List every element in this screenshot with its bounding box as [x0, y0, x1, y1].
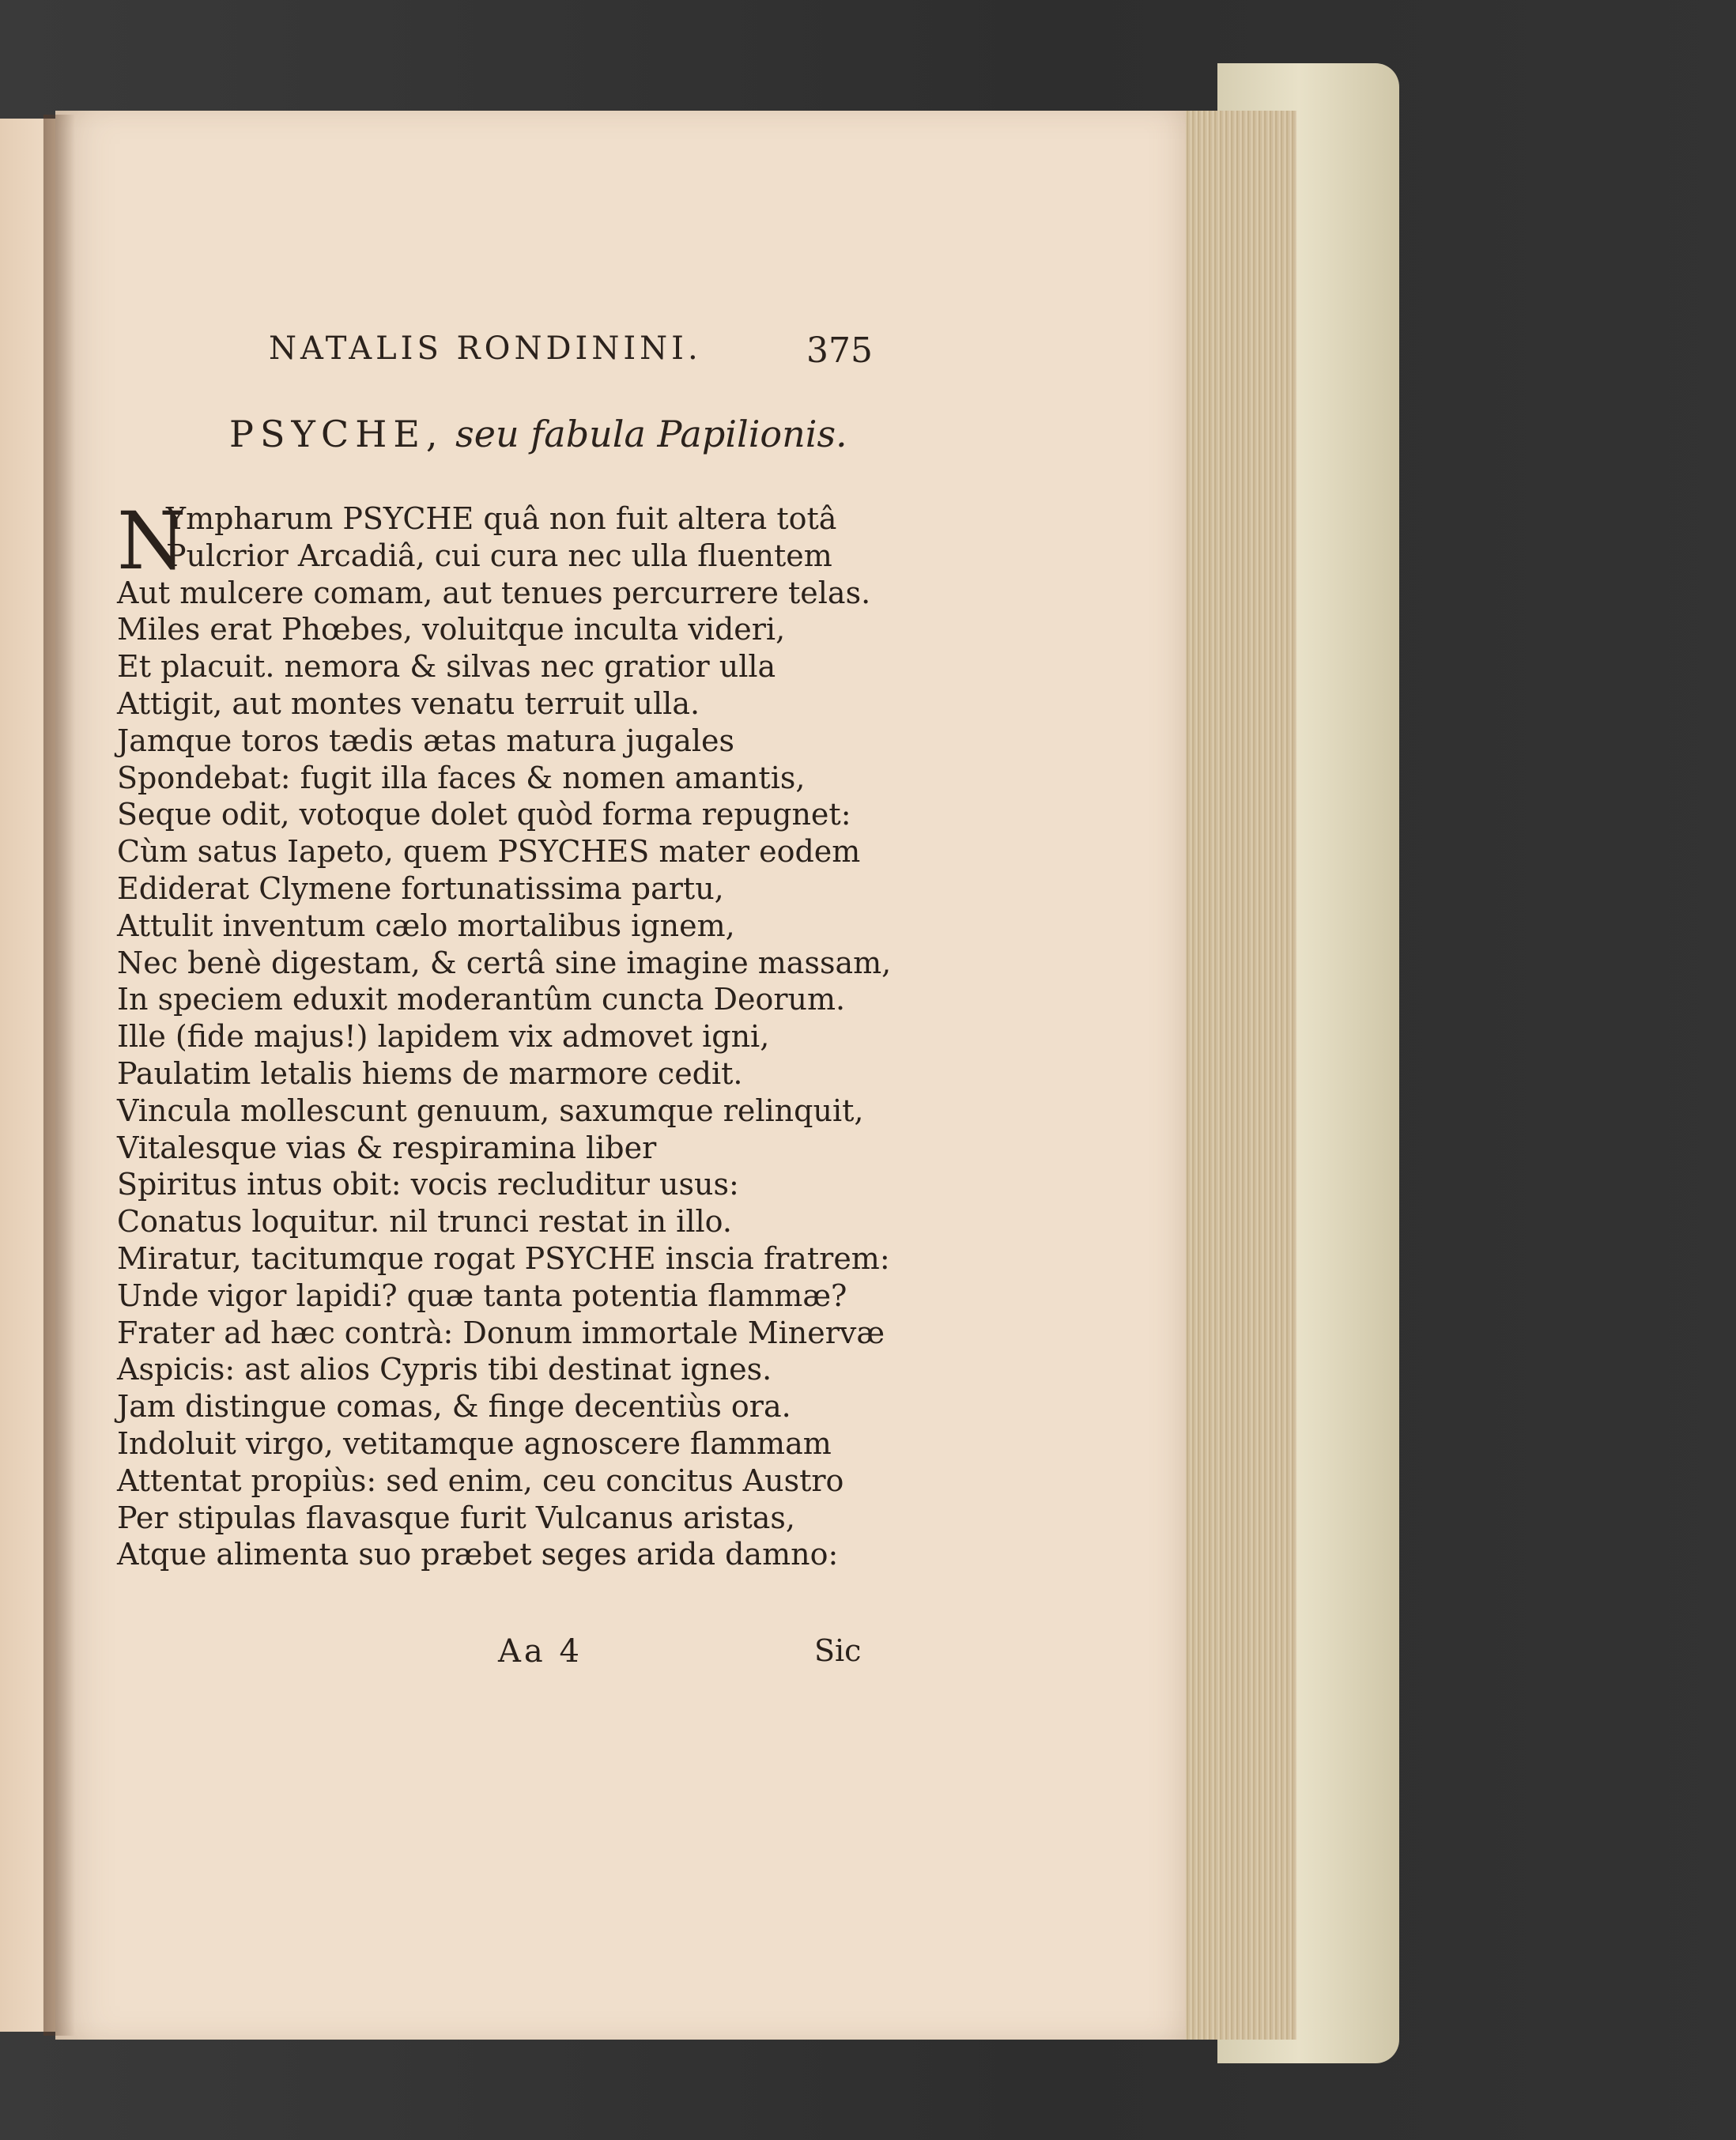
- page-footer: [498, 1633, 909, 1673]
- verse-line: Paulatim letalis hiems de marmore cedit.: [117, 1055, 743, 1091]
- verse-line: Frater ad hæc contrà: Donum immortale Minervæ: [117, 1315, 885, 1350]
- verse-line: Vitalesque vias & respiramina liber: [117, 1130, 657, 1165]
- verse-line: Miles erat Phœbes, voluitque inculta videri,: [117, 612, 786, 647]
- title-name: PSYCHE,: [229, 413, 444, 455]
- drop-cap: N: [117, 495, 187, 587]
- verse-line: Vincula mollescunt genuum, saxumque relinquit,: [117, 1093, 864, 1128]
- verse-line: Conatus loquitur. nil trunci restat in illo.: [117, 1204, 732, 1240]
- page-fore-edge: [1178, 111, 1296, 2040]
- poem-title: [229, 413, 862, 455]
- running-head: NATALIS RONDININI.: [269, 330, 702, 367]
- gutter-shadow: [43, 115, 75, 2036]
- verse-line: Unde vigor lapidi? quæ tanta potentia flammæ?: [117, 1278, 847, 1313]
- verse-line: Pulcrior Arcadiâ, cui cura nec ulla fluentem: [166, 538, 832, 573]
- verse-line: Nec benè digestam, & certâ sine imagine massam,: [117, 945, 892, 980]
- verse-line: Seque odit, votoque dolet quòd forma repugnet:: [117, 797, 851, 832]
- verse-line: Attentat propiùs: sed enim, ceu concitus Austro: [117, 1463, 844, 1498]
- verse-line: Ediderat Clymene fortunatissima partu,: [117, 870, 724, 906]
- catchword: Sic: [814, 1633, 862, 1668]
- poem-body: [117, 495, 892, 1573]
- page-header: [269, 330, 885, 378]
- verse-line: Attigit, aut montes venatu terruit ulla.: [117, 685, 700, 721]
- verse-line: Attulit inventum cælo mortalibus ignem,: [117, 908, 735, 943]
- verse-line: Aspicis: ast alios Cypris tibi destinat ignes.: [117, 1352, 772, 1387]
- verse-line: Per stipulas flavasque furit Vulcanus aristas,: [117, 1500, 795, 1535]
- verse-line: Indoluit virgo, vetitamque agnoscere flammam: [117, 1425, 832, 1461]
- signature-mark: Aa 4: [498, 1633, 583, 1670]
- verse-line: Cùm satus Iapeto, quem PSYCHES mater eodem: [117, 834, 861, 870]
- title-subtitle: seu fabula Papilionis.: [455, 413, 847, 455]
- page-number: 375: [806, 330, 873, 371]
- verse-line: Spiritus intus obit: vocis recluditur usus:: [117, 1167, 739, 1202]
- verse-line: Atque alimenta suo præbet seges arida damno:: [117, 1537, 839, 1572]
- verse-line: Aut mulcere comam, aut tenues percurrere telas.: [117, 575, 871, 610]
- verse-line: Ympharum PSYCHE quâ non fuit altera totâ: [166, 501, 837, 536]
- verse-line: Spondebat: fugit illa faces & nomen amantis,: [117, 760, 806, 795]
- verse-line: Et placuit. nemora & silvas nec gratior ulla: [117, 649, 776, 685]
- verse-line: Ille (fide majus!) lapidem vix admovet igni,: [117, 1019, 770, 1055]
- verse-line: Jamque toros tædis ætas matura jugales: [117, 723, 735, 758]
- verse-line: Jam distingue comas, & finge decentiùs ora.: [117, 1389, 791, 1425]
- verse-line: In speciem eduxit moderantûm cuncta Deorum.: [117, 982, 846, 1017]
- verse-line: Miratur, tacitumque rogat PSYCHE inscia fratrem:: [117, 1240, 890, 1276]
